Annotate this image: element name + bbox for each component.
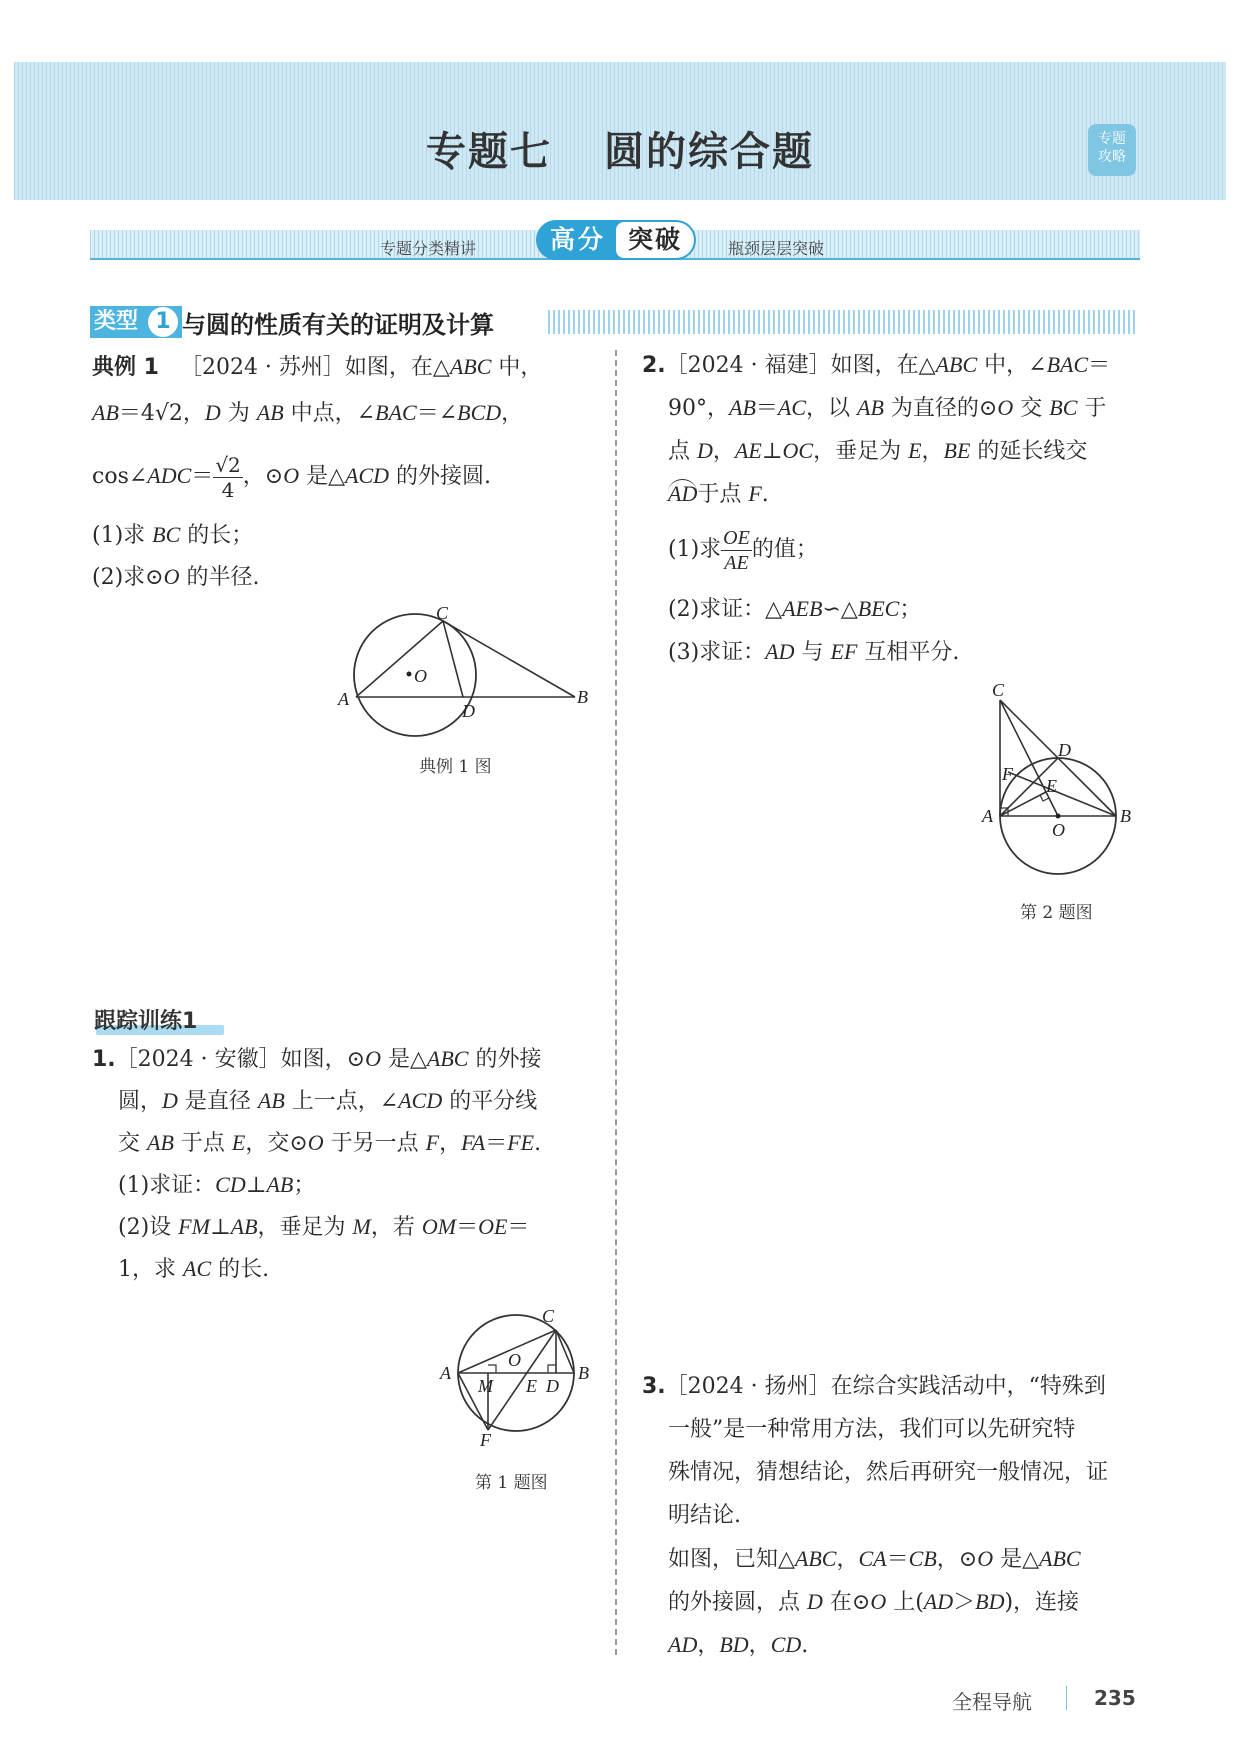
segment-bf	[1008, 772, 1116, 816]
badge-line-2: 攻略	[1098, 149, 1126, 165]
label-m: M	[478, 1376, 493, 1396]
problem3-line6: 的外接圆，点 D 在⊙O 上(AD＞BD)，连接	[668, 1589, 1080, 1615]
segment-cb	[443, 621, 575, 697]
label-c: C	[992, 680, 1005, 700]
problem2-caption: 第 2 题图	[1020, 903, 1093, 923]
subheader-right: 瓶颈层层突破	[728, 239, 825, 258]
label-d: D	[1058, 740, 1071, 760]
page-number: 235	[1094, 1686, 1136, 1710]
problem1-number: 1.	[92, 1047, 116, 1072]
problem3-line7: AD，BD，CD.	[668, 1632, 809, 1658]
center-o	[1056, 814, 1061, 819]
problem2-line4: AD于点 F.	[668, 481, 769, 507]
problem1-figure	[430, 1300, 610, 1450]
pill-text-a: 高分	[550, 225, 607, 254]
problem2-line3: 点 D，AE⊥OC，垂足为 E，BE 的延长线交	[668, 438, 1088, 464]
problem1-question2-cont: 1，求 AC 的长.	[118, 1256, 270, 1282]
problem2-question2: (2)求证：△AEB∽△BEC；	[668, 596, 922, 622]
example1-line1: 典例 1 ［2024 · 苏州］如图，在△ABC 中，	[92, 354, 543, 380]
label-a: A	[338, 689, 349, 709]
title-topic-number: 专题七	[426, 129, 552, 175]
segment-ae	[1000, 792, 1046, 816]
label-a: A	[982, 806, 993, 826]
problem3-line5: 如图，已知△ABC，CA＝CB，⊙O 是△ABC	[668, 1546, 1081, 1572]
label-c: C	[436, 603, 449, 623]
label-c: C	[542, 1306, 555, 1326]
label-b: B	[578, 1363, 589, 1383]
label-f: F	[480, 1430, 491, 1450]
label-b: B	[1120, 806, 1131, 826]
label-a: A	[440, 1363, 451, 1383]
cos-fraction: $\frac{√2}{4}$	[215, 452, 241, 502]
problem3-number: 3.	[642, 1374, 666, 1399]
problem1-line3: 交 AB 于点 E，交⊙O 于另一点 F，FA＝FE.	[118, 1130, 542, 1156]
problem3-line1: 3.［2024 · 扬州］在综合实践活动中，“特殊到	[642, 1374, 1106, 1399]
example1-question1: (1)求 BC 的长；	[92, 522, 254, 548]
label-d: D	[546, 1376, 559, 1396]
problem3-line4: 明结论.	[668, 1503, 741, 1528]
problem2-figure	[978, 680, 1148, 880]
type-header-bar	[548, 310, 1138, 334]
problem1-line1: 1.［2024 · 安徽］如图，⊙O 是△ABC 的外接	[92, 1046, 542, 1072]
problem2-line2: 90°，AB＝AC，以 AB 为直径的⊙O 交 BC 于	[668, 395, 1107, 421]
example-label: 典例 1	[92, 355, 159, 380]
problem1-question2: (2)设 FM⊥AB，垂足为 M，若 OM＝OE＝	[118, 1214, 530, 1240]
label-o: O	[1052, 820, 1065, 840]
label-o: O	[508, 1350, 521, 1370]
problem3-line2: 一般”是一种常用方法，我们可以先研究特	[668, 1417, 1076, 1442]
problem1-line2: 圆，D 是直径 AB 上一点，∠ACD 的平分线	[118, 1088, 538, 1114]
badge-line-1: 专题	[1098, 131, 1126, 147]
section-pill-b: 突破	[616, 222, 694, 258]
label-e: E	[1046, 776, 1057, 796]
footer-brand: 全程导航	[952, 1690, 1032, 1714]
footer-separator	[1066, 1686, 1067, 1710]
example1-question2: (2)求⊙O 的半径.	[92, 564, 260, 590]
label-d: D	[462, 701, 475, 721]
problem2-question1: (1)求 $\frac{OE}{AE}$ 的值；	[668, 526, 818, 574]
problem2-number: 2.	[642, 353, 666, 378]
type-tag: 类型	[90, 306, 182, 338]
right-angle-d	[548, 1365, 556, 1373]
segment-bc	[556, 1330, 574, 1373]
example1-caption: 典例 1 图	[419, 757, 492, 777]
problem3-line3: 殊情况，猜想结论，然后再研究一般情况，证	[668, 1460, 1109, 1485]
type-number-badge: 1	[148, 307, 178, 337]
subheader-left: 专题分类精讲	[380, 239, 477, 258]
problem1-question1: (1)求证：CD⊥AB；	[118, 1172, 316, 1198]
label-b: B	[577, 687, 588, 707]
oe-ae-fraction: $\frac{OE}{AE}$	[723, 526, 750, 574]
problem1-caption: 第 1 题图	[475, 1473, 548, 1493]
tracking-title: 跟踪训练1	[94, 1009, 198, 1034]
type-title: 与圆的性质有关的证明及计算	[182, 311, 494, 339]
example1-figure	[330, 600, 600, 745]
title-topic-name: 圆的综合题	[604, 129, 814, 175]
example1-line3: cos∠ADC＝ $\frac{√2}{4}$ ，⊙O 是△ACD 的外接圆.	[92, 452, 492, 502]
label-f: F	[1002, 764, 1013, 784]
arc-ad: AD	[668, 481, 698, 506]
label-e: E	[526, 1376, 537, 1396]
column-divider	[615, 350, 617, 1655]
problem2-line1: 2.［2024 · 福建］如图，在△ABC 中，∠BAC＝	[642, 352, 1111, 378]
example1-line2: AB＝4√2，D 为 AB 中点，∠BAC＝∠BCD，	[92, 400, 524, 426]
problem2-question3: (3)求证：AD 与 EF 互相平分.	[668, 639, 960, 665]
label-o: O	[414, 666, 427, 686]
page-title	[0, 120, 1240, 177]
center-o	[407, 672, 412, 677]
topic-strategy-badge	[1088, 124, 1136, 176]
right-angle-m	[488, 1365, 496, 1373]
